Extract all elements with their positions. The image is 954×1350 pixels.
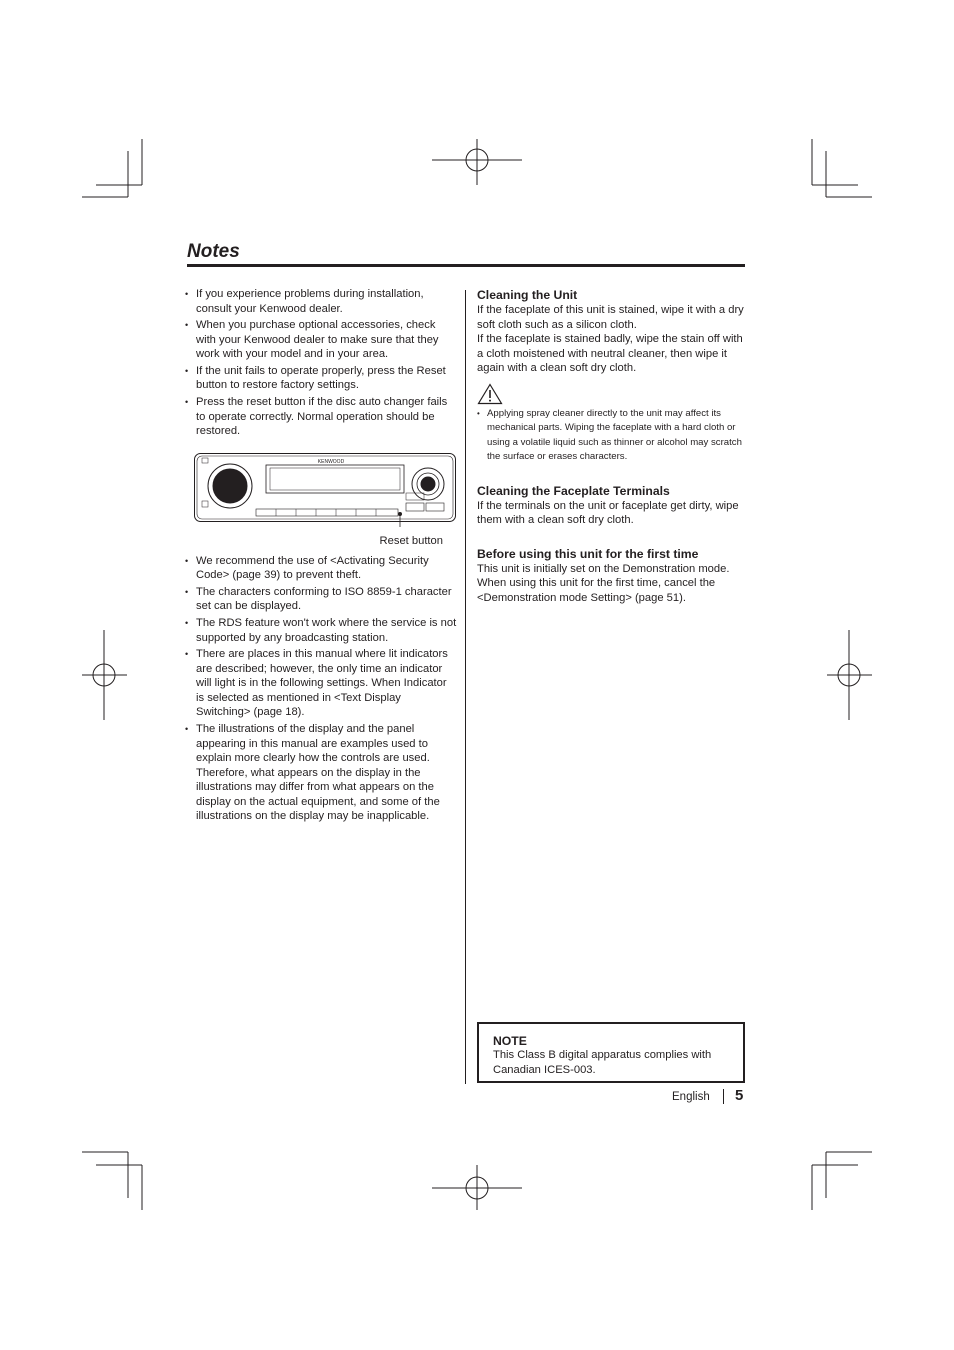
list-item: • The characters conforming to ISO 8859-1 character set can be displayed.	[187, 585, 457, 614]
column-divider	[465, 290, 466, 1084]
paragraph: If the faceplate is stained badly, wipe the stain off with a cloth moistened with neutral cleaner, then wipe it again with a clean soft dry cloth.	[477, 333, 743, 374]
section-heading: Before using this unit for the first time	[477, 546, 699, 561]
reset-button-caption: Reset button	[379, 534, 443, 547]
right-column	[477, 287, 745, 623]
warning-triangle-icon	[477, 383, 503, 405]
list-item: • We recommend the use of <Activating Security Code> (page 39) to prevent theft.	[187, 554, 457, 583]
section-cleaning-unit	[477, 287, 745, 465]
note-title: NOTE	[493, 1034, 527, 1048]
list-item: • Press the reset button if the disc auto changer fails to operate correctly. Normal operation should be restored.	[187, 395, 457, 439]
list-item: • The RDS feature won't work where the service is not supported by any broadcasting station.	[187, 616, 457, 645]
page-number: 5	[735, 1087, 744, 1104]
section-heading: Cleaning the Unit	[477, 288, 578, 302]
list-item: • The illustrations of the display and the panel appearing in this manual are examples used to explain more clearly how the controls are used. Therefore, what appears on the display in the illustrations may differ from what appears on the display on the actual equipment, and some of the illustrations on the display may be inapplicable.	[187, 722, 457, 824]
notes-list-bottom	[187, 554, 457, 824]
page-title: Notes	[187, 241, 240, 262]
device-brand-label: KENWOOD	[317, 458, 345, 465]
section-first-time	[477, 546, 745, 606]
head-unit-illustration	[194, 453, 456, 527]
warning-text: • Applying spray cleaner directly to the unit may affect its mechanical parts. Wiping the faceplate with a hard cloth or using a volatile liquid such as thinner or alcohol may scratch the surface or erases characters.	[477, 407, 745, 465]
footer-separator	[723, 1089, 724, 1104]
paragraph: If the terminals on the unit or faceplate get dirty, wipe them with a clean soft dry cloth.	[477, 499, 739, 526]
note-text: This Class B digital apparatus complies with Canadian ICES-003.	[493, 1049, 712, 1076]
note-box	[477, 1022, 745, 1083]
list-item: • If you experience problems during installation, consult your Kenwood dealer.	[187, 287, 457, 316]
section-heading: Cleaning the Faceplate Terminals	[477, 483, 670, 498]
footer-language: English	[672, 1091, 710, 1103]
list-item: • If the unit fails to operate properly, press the Reset button to restore factory settings.	[187, 364, 457, 393]
list-item: • There are places in this manual where lit indicators are described; however, the only time an indicator will light is in the following settings. When Indicator is selected as mentioned in <Text Display Switching> (page 18).	[187, 647, 457, 720]
list-item: • When you purchase optional accessories, check with your Kenwood dealer to make sure that they work with your model and in your area.	[187, 318, 457, 362]
section-cleaning-terminals	[477, 483, 745, 528]
left-column	[187, 287, 457, 826]
paragraph: If the faceplate of this unit is stained, wipe it with a dry soft cloth such as a silicon cloth.	[477, 304, 744, 331]
paragraph: This unit is initially set on the Demonstration mode. When using this unit for the first time, cancel the <Demonstration mode Setting> (page 51).	[477, 562, 730, 604]
title-rule	[187, 264, 745, 267]
notes-list-top	[187, 287, 457, 439]
